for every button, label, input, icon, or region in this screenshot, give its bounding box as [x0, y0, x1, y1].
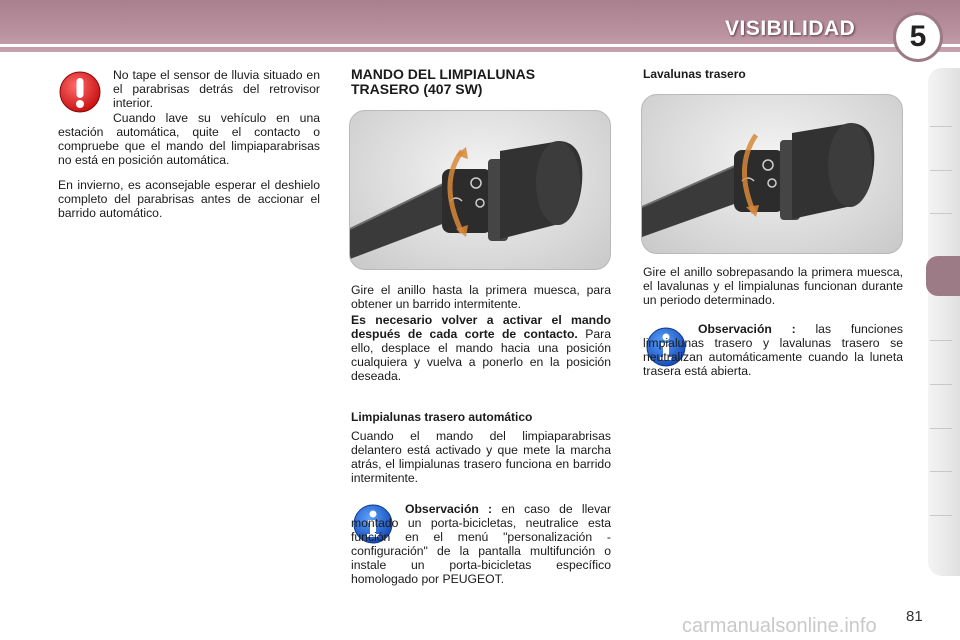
warning-paragraph-1: No tape el sensor de lluvia situado en el parabrisas detrás del retrovisor interior.: [113, 68, 320, 110]
tailgate-note-text: las funciones limpialunas trasero y lavalunas trasero se neutralizan automáticamente cuando la luneta trasera está abierta.: [643, 322, 904, 378]
bike-rack-note-label: Observación :: [405, 502, 493, 516]
reactivate-note: [351, 313, 611, 383]
warning-paragraph-3: En invierno, es aconsejable esperar el deshielo completo del parabrisas antes de accionar el barrido automático.: [58, 178, 320, 220]
bike-rack-note: [351, 502, 611, 586]
bike-rack-note-text: en caso de llevar montado un porta-bicicletas, neutralice esta función en el menú "personalización - configuración" de la pantalla multifunción o instale un porta-bicicletas específico homologado por PEUGEOT.: [351, 502, 611, 586]
chapter-tabs: [928, 68, 960, 576]
warning-paragraph-2: Cuando lave su vehículo en una estación automática, quite el contacto o compruebe que el mando del limpiaparabrisas no está en posición automática.: [58, 111, 320, 167]
section-title: MANDO DEL LIMPIALUNAS TRASERO (407 SW): [351, 66, 536, 97]
chapter-title: VISIBILIDAD: [725, 17, 856, 40]
tab-divider: [930, 471, 952, 472]
tab-divider: [930, 384, 952, 385]
rear-washer-heading: Lavalunas trasero: [643, 67, 746, 81]
tailgate-note-label: Observación :: [698, 322, 796, 336]
intermittent-instruction: Gire el anillo hasta la primera muesca, para obtener un barrido intermitente.: [351, 283, 611, 311]
warning-icon: [58, 70, 102, 114]
wiper-stalk-image: [350, 111, 611, 270]
chapter-number-badge: 5: [893, 12, 943, 62]
header-divider: [0, 44, 960, 47]
reactivate-note-bold: Es necesario volver a activar el mando después de cada corte de contacto.: [351, 313, 611, 341]
page-number: 81: [906, 608, 923, 625]
wiper-stalk-photo-washer: [641, 94, 903, 254]
tab-divider: [930, 428, 952, 429]
tailgate-note: [643, 322, 903, 378]
tab-divider: [930, 126, 952, 127]
watermark: carmanualsonline.info: [682, 615, 877, 637]
tab-divider: [930, 170, 952, 171]
tab-divider: [930, 340, 952, 341]
rear-washer-instruction: Gire el anillo sobrepasando la primera muesca, el lavalunas y el limpialunas funcionan durante un periodo determinado.: [643, 265, 903, 307]
wiper-stalk-image: [642, 95, 903, 254]
tab-divider: [930, 515, 952, 516]
tab-current-chapter[interactable]: [926, 256, 960, 296]
auto-wiper-text: Cuando el mando del limpiaparabrisas delantero está activado y que mete la marcha atrás, el limpialunas trasero funciona en barrido intermitente.: [351, 429, 611, 485]
auto-wiper-heading: Limpialunas trasero automático: [351, 410, 533, 424]
tab-divider: [930, 213, 952, 214]
reactivate-note-rest: Para ello, desplace el mando hacia una posición cualquiera y vuelva a ponerlo en la posición deseada.: [351, 327, 611, 383]
wiper-stalk-photo-intermittent: [349, 110, 611, 270]
